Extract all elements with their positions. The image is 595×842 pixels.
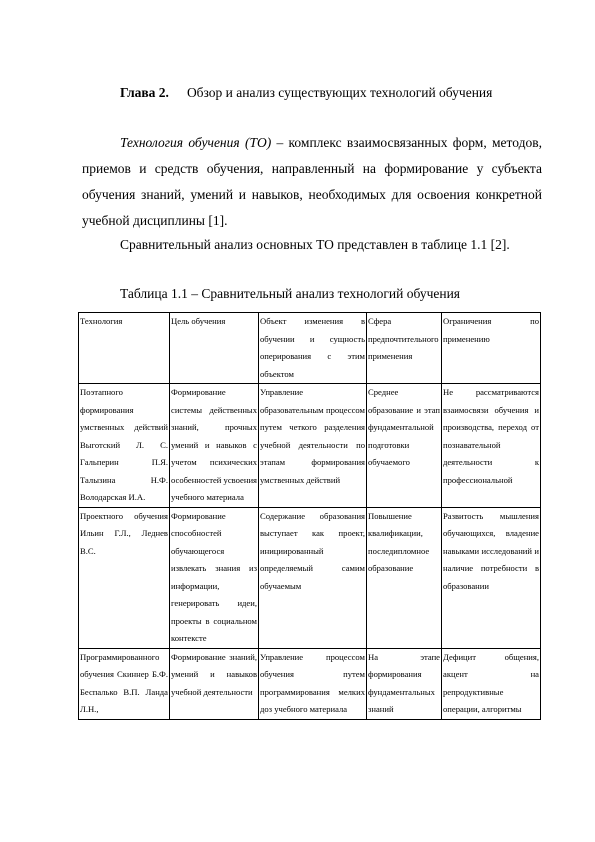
table-cell: На этапе формирования фундаментальных знаний	[367, 648, 442, 719]
table-cell: Управление процессом обучения путем программирования мелких доз учебного материала	[259, 648, 367, 719]
chapter-title: Обзор и анализ существующих технологий обучения	[186, 85, 493, 100]
table-cell: Среднее образование и этап фундаментальной подготовки обучаемого	[367, 384, 442, 508]
table-caption: Таблица 1.1 – Сравнительный анализ технологий обучения	[120, 286, 461, 301]
table-cell: Проектного обучения Ильин Г.Л., Леднев В.С.	[79, 507, 170, 648]
table-intro-paragraph: Сравнительный анализ основных ТО представлен в таблице 1.1 [2].	[120, 237, 510, 252]
header-cell-object: Объект изменения в обучении и сущность оперирования с этим объектом	[259, 313, 367, 384]
definition-paragraph	[82, 130, 542, 234]
header-cell-limitations: Ограничения по применению	[442, 313, 541, 384]
table-cell: Программированного обучения Скиннер Б.Ф. Беспалько В.П. Ланда Л.Н.,	[79, 648, 170, 719]
table-cell: Формирование способностей обучающегося извлекать знания из информации, генерировать идеи, проекты в социальном контексте	[170, 507, 259, 648]
table-cell: Формирование системы действенных знаний, прочных умений и навыков с учетом психических особенностей усвоения учебного материала	[170, 384, 259, 508]
table-row	[79, 648, 541, 719]
table-row	[79, 384, 541, 508]
table-cell: Развитость мышления обучающихся, владение навыками исследований и наличие потребности в образовании	[442, 507, 541, 648]
table-cell: Повышение квалификации, последипломное образование	[367, 507, 442, 648]
table-cell: Формирование знаний, умений и навыков учебной деятельности	[170, 648, 259, 719]
table-cell: Дефицит общения, акцент на репродуктивные операции, алгоритмы	[442, 648, 541, 719]
definition-text: – комплекс взаимосвязанных форм, методов, приемов и средств обучения, направленный на формирование у субъекта обучения знаний, умений и навыков, необходимых для освоения конкретной учебной дисциплины [1].	[82, 135, 542, 228]
table-row	[79, 507, 541, 648]
chapter-heading	[120, 85, 492, 101]
table-cell: Не рассматриваются взаимосвязи обучения и производства, переход от познавательной деятельности к профессиональной	[442, 384, 541, 508]
defined-term: Технология обучения (ТО)	[120, 135, 272, 150]
table-cell: Управление образовательным процессом путем четкого разделения учебной деятельности по этапам формирования умственных действий	[259, 384, 367, 508]
header-cell-goal: Цель обучения	[170, 313, 259, 384]
table-cell: Поэтапного формирования умственных действий Выготский Л. С. Гальперин П.Я. Талызина Н.Ф. Володарская И.А.	[79, 384, 170, 508]
table-header-row	[79, 313, 541, 384]
chapter-number: Глава 2.	[120, 85, 169, 100]
header-cell-sphere: Сфера предпочтительного применения	[367, 313, 442, 384]
table-cell: Содержание образования выступает как проект, инициированный определяемый самим обучаемым	[259, 507, 367, 648]
header-cell-technology: Технология	[79, 313, 170, 384]
comparison-table	[78, 312, 541, 720]
